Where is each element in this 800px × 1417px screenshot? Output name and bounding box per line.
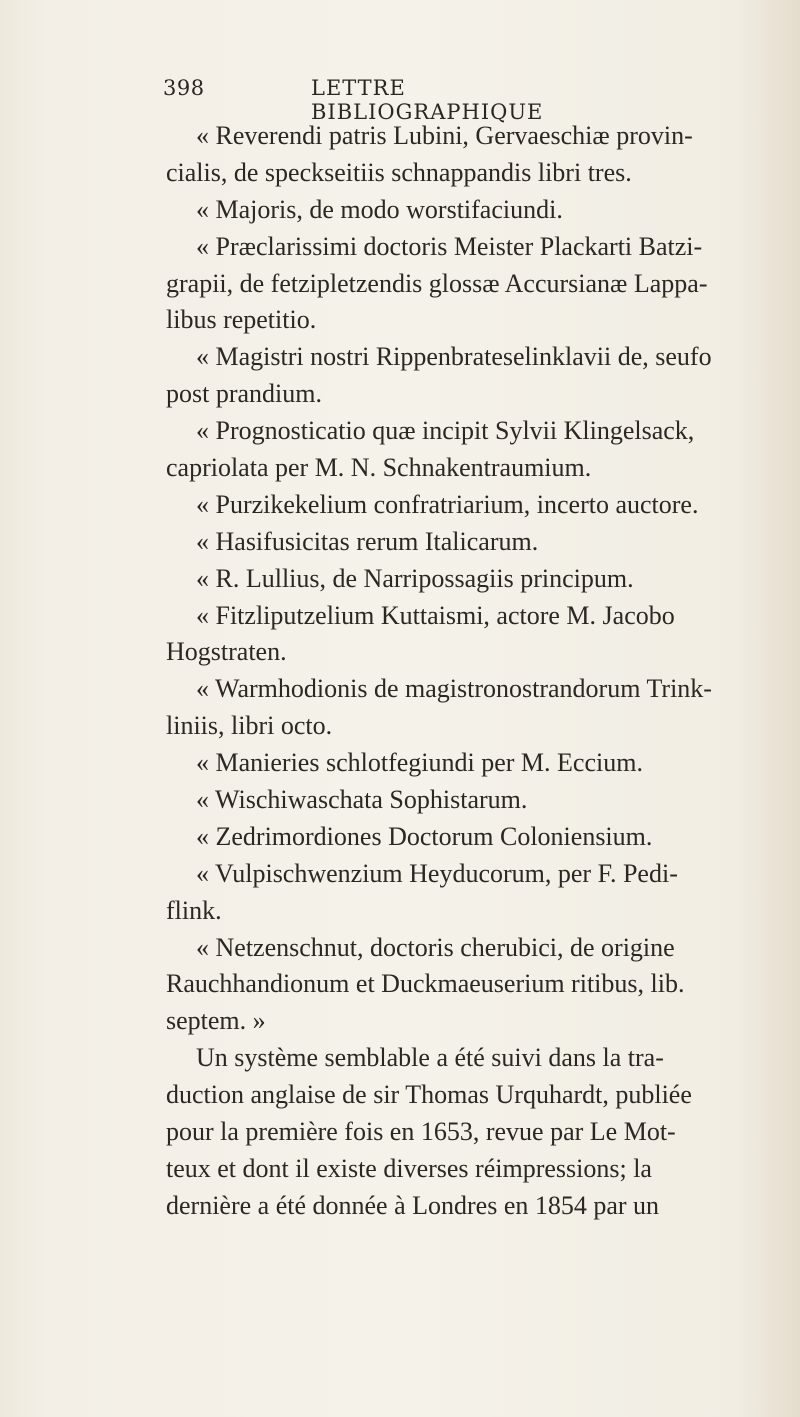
text-line: dernière a été donnée à Londres en 1854 par un bbox=[166, 1190, 660, 1220]
text-line: « Hasifusicitas rerum Italicarum. bbox=[196, 526, 539, 556]
text-line: « Wischiwaschata Sophistarum. bbox=[196, 785, 528, 815]
text-line: « Præclarissimi doctoris Meister Plackarti Batzi- bbox=[196, 231, 703, 261]
text-line: liniis, libri octo. bbox=[166, 711, 333, 741]
text-line: « Vulpischwenzium Heyducorum, per F. Pedi- bbox=[196, 858, 678, 888]
text-line: « Manieries schlotfegiundi per M. Eccium. bbox=[196, 748, 643, 778]
text-line: « Netzenschnut, doctoris cherubici, de origine bbox=[196, 932, 675, 962]
text-line: Un système semblable a été suivi dans la tra- bbox=[196, 1043, 664, 1073]
text-line: « Majoris, de modo worstifaciundi. bbox=[196, 194, 563, 224]
text-line: flink. bbox=[166, 895, 222, 925]
text-line: « Prognosticatio quæ incipit Sylvii Klingelsack, bbox=[196, 416, 695, 446]
text-line: « Purzikekelium confratriarium, incerto auctore. bbox=[196, 489, 699, 519]
text-line: post prandium. bbox=[166, 379, 322, 409]
page-number: 398 bbox=[163, 76, 205, 100]
text-line: « Warmhodionis de magistronostrandorum Trink- bbox=[196, 674, 712, 704]
text-line: cialis, de speckseitiis schnappandis libri tres. bbox=[166, 157, 632, 187]
text-line: Rauchhandionum et Duckmaeuserium ritibus, lib. bbox=[166, 969, 685, 999]
text-line: duction anglaise de sir Thomas Urquhardt, publiée bbox=[166, 1080, 692, 1110]
text-line: septem. » bbox=[166, 1006, 266, 1036]
text-line: « Zedrimordiones Doctorum Coloniensium. bbox=[196, 821, 653, 851]
text-line: Hogstraten. bbox=[166, 637, 287, 667]
text-line: grapii, de fetzipletzendis glossæ Accursianæ Lappa- bbox=[166, 268, 708, 298]
text-line: « Magistri nostri Rippenbrateselinklavii de, seufo bbox=[196, 342, 712, 372]
text-line: « R. Lullius, de Narripossagiis principum. bbox=[196, 563, 634, 593]
running-head: LETTRE BIBLIOGRAPHIQUE bbox=[311, 76, 544, 124]
page-header bbox=[163, 76, 633, 124]
text-line: « Reverendi patris Lubini, Gervaeschiæ provin- bbox=[196, 121, 693, 150]
text-line: libus repetitio. bbox=[166, 305, 317, 335]
body-text bbox=[166, 118, 794, 1225]
text-line: capriolata per M. N. Schnakentraumium. bbox=[166, 453, 592, 483]
text-line: teux et dont il existe diverses réimpressions; la bbox=[166, 1153, 652, 1183]
text-line: pour la première fois en 1653, revue par Le Mot- bbox=[166, 1117, 676, 1147]
text-line: « Fitzliputzelium Kuttaismi, actore M. Jacobo bbox=[196, 600, 675, 630]
